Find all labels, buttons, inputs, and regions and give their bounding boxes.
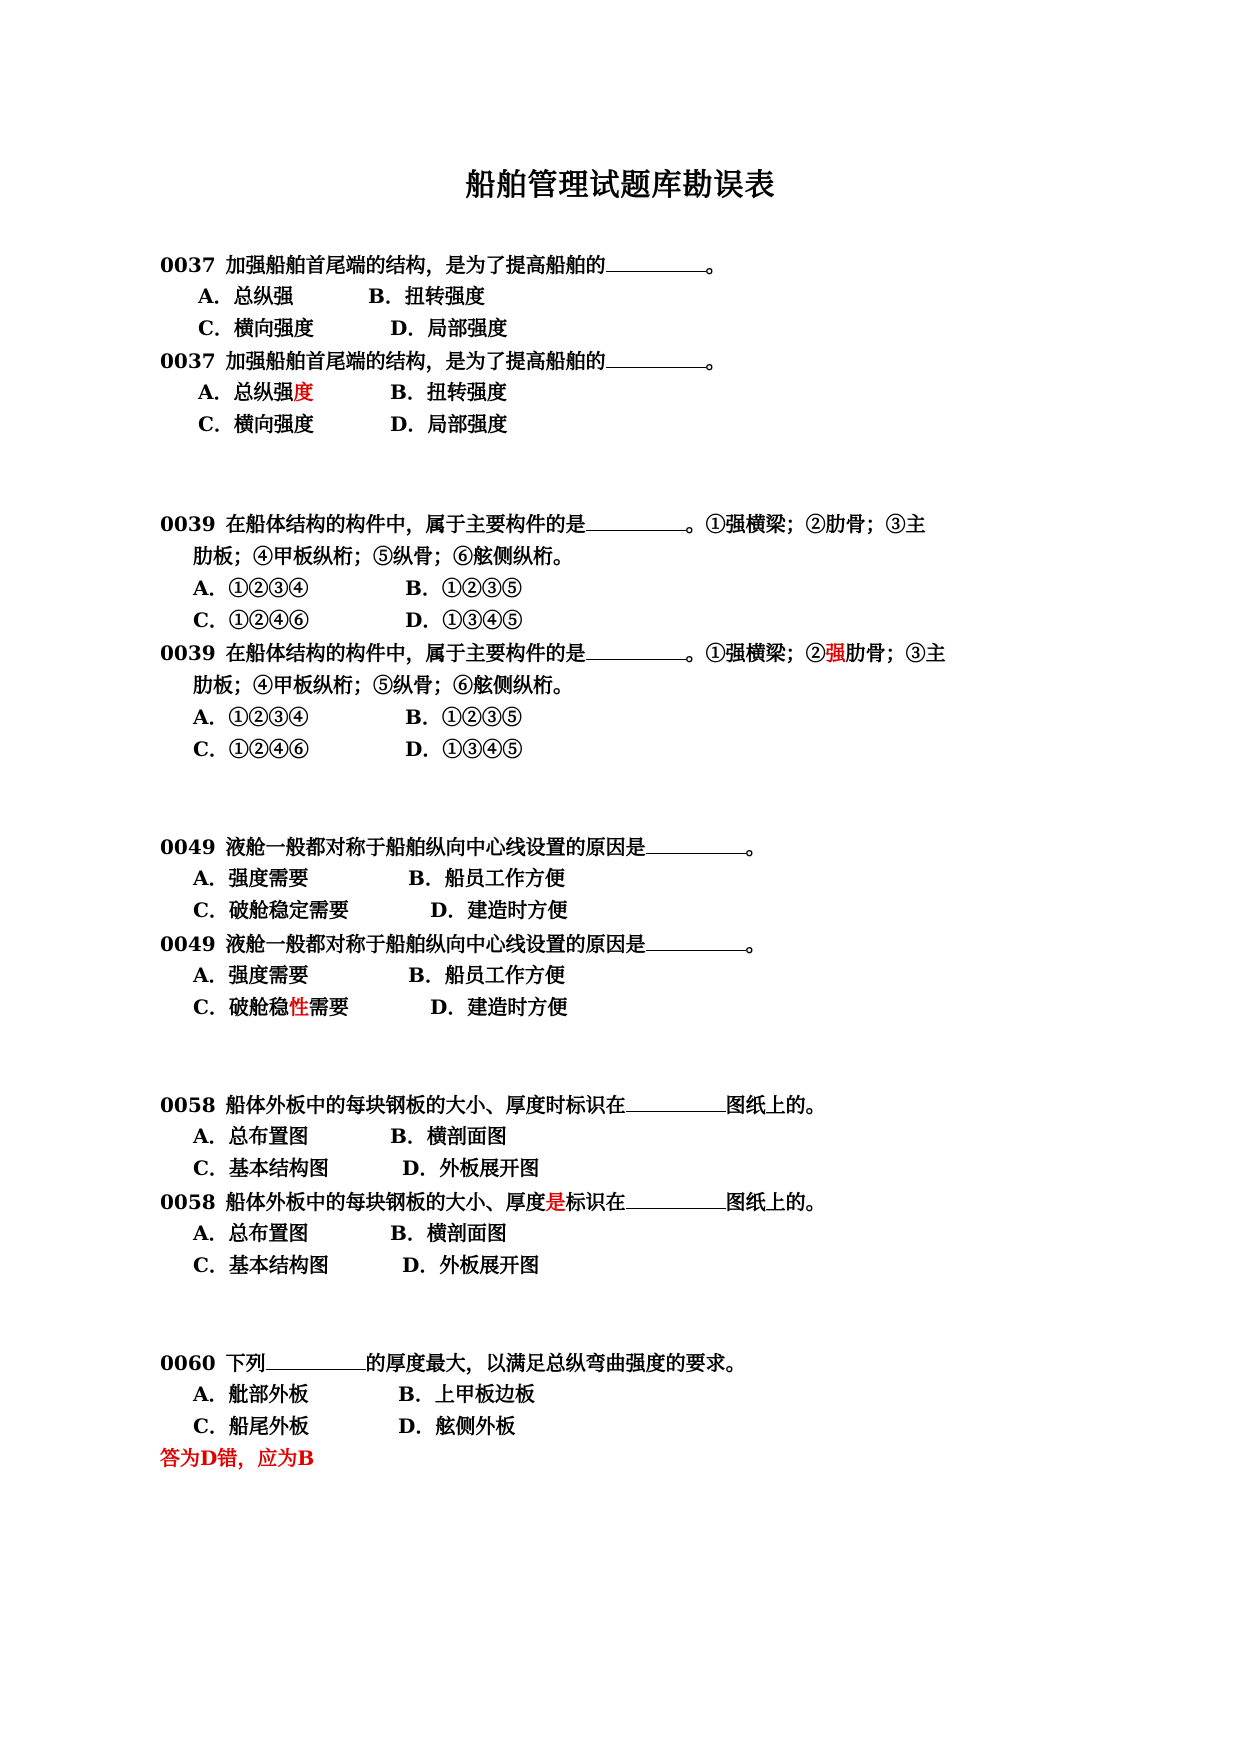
question-text-end: 图纸上的。 xyxy=(725,1190,826,1214)
question-0049-corrected xyxy=(160,930,766,958)
option-c: C．破舱稳定需要 xyxy=(193,898,349,922)
question-0049-original xyxy=(160,833,766,861)
answer-blank xyxy=(586,512,686,531)
answer-blank xyxy=(586,641,686,660)
question-number: 0049 xyxy=(160,932,216,956)
option-d: D．外板展开图 xyxy=(402,1156,540,1180)
option-c: C．船尾外板 xyxy=(193,1414,309,1438)
question-text-end: 。 xyxy=(705,253,726,277)
answer-blank xyxy=(646,932,746,951)
option-a: A．总布置图 xyxy=(193,1221,309,1245)
question-0039-corrected xyxy=(160,639,946,667)
correction-note: 答为D错，应为B xyxy=(160,1446,315,1470)
question-text: 液舱一般都对称于船舶纵向中心线设置的原因是 xyxy=(225,835,646,859)
question-0060 xyxy=(160,1349,746,1377)
question-text-end: 图纸上的。 xyxy=(725,1093,826,1117)
question-number: 0058 xyxy=(160,1190,216,1214)
question-text-end: 。 xyxy=(745,835,766,859)
correction-mark: 性 xyxy=(288,995,309,1019)
option-b: B．①②③⑤ xyxy=(405,705,522,729)
question-0037-corrected xyxy=(160,347,726,375)
option-a: A．总布置图 xyxy=(193,1124,309,1148)
question-number: 0037 xyxy=(160,349,216,373)
option-c xyxy=(193,993,349,1021)
option-b: B．船员工作方便 xyxy=(408,963,565,987)
option-c: C．横向强度 xyxy=(198,316,314,340)
option-b: B．上甲板边板 xyxy=(398,1382,535,1406)
answer-blank xyxy=(646,835,746,854)
option-text-tail: 需要 xyxy=(308,995,349,1019)
question-number: 0058 xyxy=(160,1093,216,1117)
question-text: 在船体结构的构件中，属于主要构件的是 xyxy=(225,641,586,665)
question-text: 液舱一般都对称于船舶纵向中心线设置的原因是 xyxy=(225,932,646,956)
answer-blank xyxy=(606,349,706,368)
option-d: D．①③④⑤ xyxy=(405,737,523,761)
question-text-end: 。 xyxy=(745,932,766,956)
question-continuation: 肋板；④甲板纵桁；⑤纵骨；⑥舷侧纵桁。 xyxy=(193,673,573,697)
question-text: 船体外板中的每块钢板的大小、厚度 xyxy=(225,1190,546,1214)
option-b: B．①②③⑤ xyxy=(405,576,522,600)
question-continuation: 肋板；④甲板纵桁；⑤纵骨；⑥舷侧纵桁。 xyxy=(193,544,573,568)
answer-blank xyxy=(626,1093,726,1112)
question-text-end: 。①强横梁；② xyxy=(685,641,826,665)
question-text-cont: 标识在 xyxy=(565,1190,626,1214)
answer-blank xyxy=(606,253,706,272)
question-text-end: 。 xyxy=(705,349,726,373)
option-text: C．破舱稳 xyxy=(193,995,289,1019)
question-0058-corrected xyxy=(160,1188,826,1216)
option-d: D．局部强度 xyxy=(390,412,508,436)
question-0058-original xyxy=(160,1091,826,1119)
option-c: C．基本结构图 xyxy=(193,1253,329,1277)
option-c: C．横向强度 xyxy=(198,412,314,436)
option-c: C．基本结构图 xyxy=(193,1156,329,1180)
question-number: 0037 xyxy=(160,253,216,277)
page-title: 船舶管理试题库勘误表 xyxy=(465,168,776,203)
option-d: D．舷侧外板 xyxy=(398,1414,516,1438)
question-text: 加强船舶首尾端的结构，是为了提高船舶的 xyxy=(225,349,606,373)
question-number: 0049 xyxy=(160,835,216,859)
option-a: A．总纵强 xyxy=(198,284,294,308)
question-number: 0039 xyxy=(160,512,216,536)
answer-blank xyxy=(266,1351,366,1370)
question-text-end: 。①强横梁；②肋骨；③主 xyxy=(685,512,926,536)
option-b: B．横剖面图 xyxy=(390,1221,507,1245)
question-text: 下列 xyxy=(225,1351,266,1375)
option-text: A．总纵强 xyxy=(198,380,294,404)
question-text-tail: 肋骨；③主 xyxy=(845,641,946,665)
question-text: 船体外板中的每块钢板的大小、厚度时标识在 xyxy=(225,1093,626,1117)
option-c: C．①②④⑥ xyxy=(193,608,309,632)
option-a: A．强度需要 xyxy=(193,963,309,987)
question-text: 在船体结构的构件中，属于主要构件的是 xyxy=(225,512,586,536)
answer-blank xyxy=(626,1190,726,1209)
option-d: D．外板展开图 xyxy=(402,1253,540,1277)
option-b: B．扭转强度 xyxy=(390,380,507,404)
question-number: 0039 xyxy=(160,641,216,665)
option-d: D．建造时方便 xyxy=(430,898,568,922)
option-a: A．①②③④ xyxy=(193,576,309,600)
option-a: A．舭部外板 xyxy=(193,1382,309,1406)
correction-mark: 是 xyxy=(545,1190,566,1214)
option-a: A．①②③④ xyxy=(193,705,309,729)
correction-mark: 度 xyxy=(293,380,314,404)
option-b: B．扭转强度 xyxy=(368,284,485,308)
option-c: C．①②④⑥ xyxy=(193,737,309,761)
option-d: D．①③④⑤ xyxy=(405,608,523,632)
question-0039-original xyxy=(160,510,926,538)
correction-mark: 强 xyxy=(825,641,846,665)
option-d: D．局部强度 xyxy=(390,316,508,340)
option-d: D．建造时方便 xyxy=(430,995,568,1019)
question-text: 加强船舶首尾端的结构，是为了提高船舶的 xyxy=(225,253,606,277)
question-0037-original xyxy=(160,251,726,279)
option-a xyxy=(198,378,314,406)
option-b: B．横剖面图 xyxy=(390,1124,507,1148)
question-text-end: 的厚度最大，以满足总纵弯曲强度的要求。 xyxy=(365,1351,746,1375)
option-a: A．强度需要 xyxy=(193,866,309,890)
option-b: B．船员工作方便 xyxy=(408,866,565,890)
question-number: 0060 xyxy=(160,1351,216,1375)
